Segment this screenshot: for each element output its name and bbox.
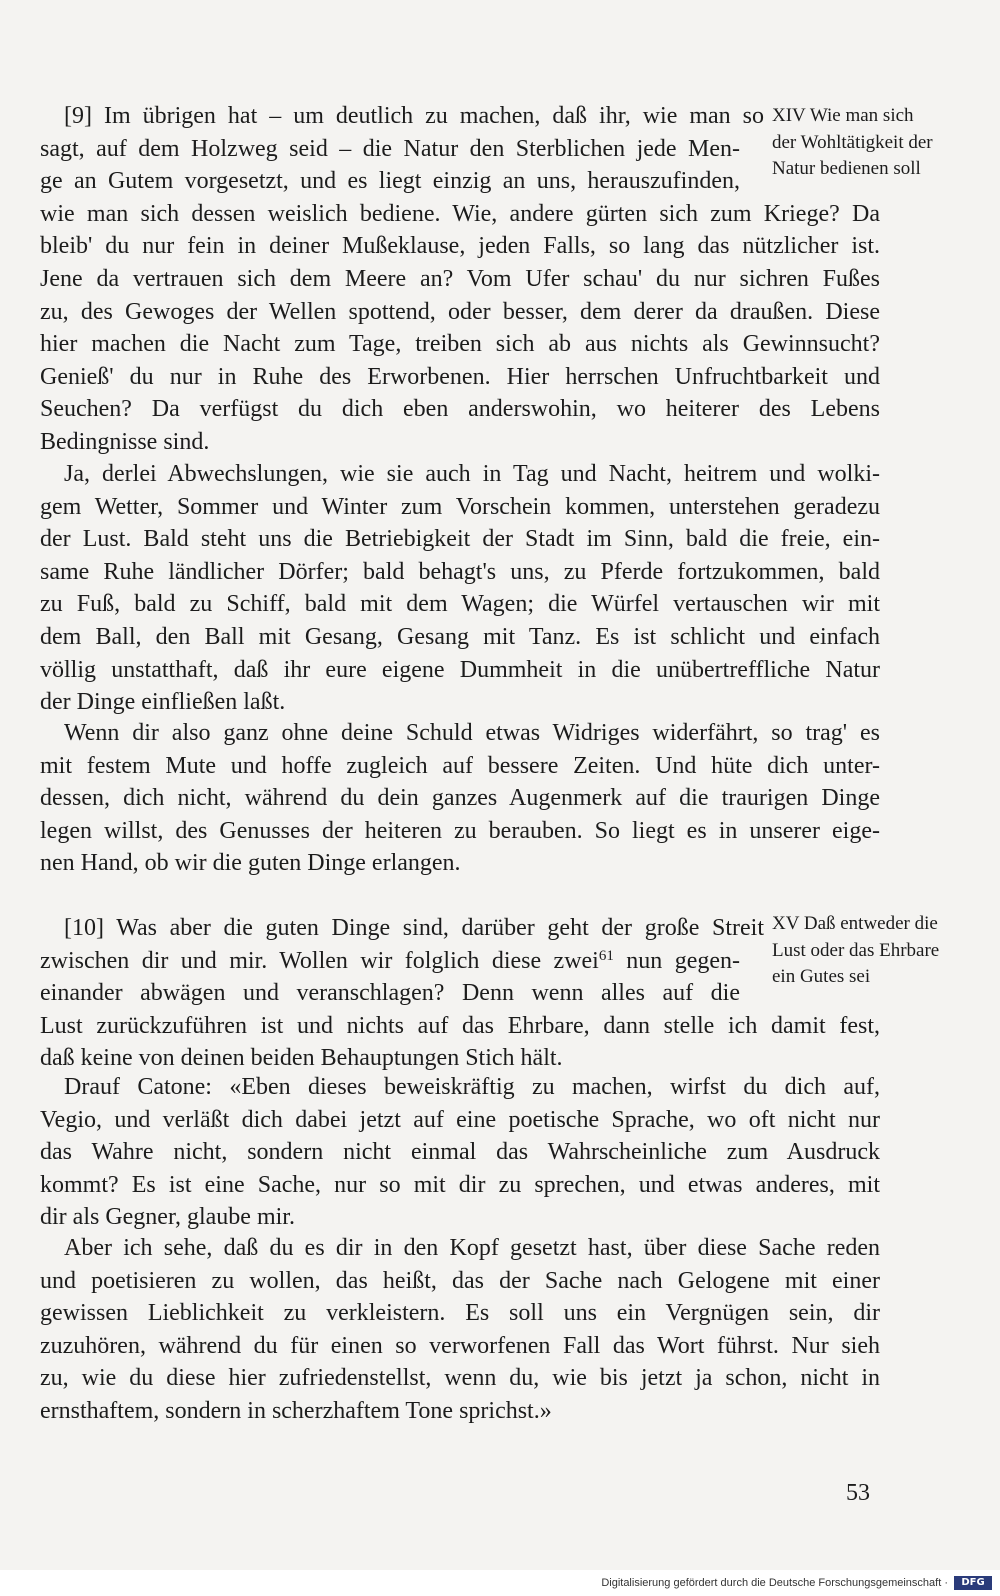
text-line: gewissen Lieblichkeit zu verkleistern. Es soll uns ein Vergnügen sein, dir <box>40 1300 880 1327</box>
text-line: der Dinge einfließen laßt. <box>40 689 286 716</box>
text-fragment: zwischen dir und mir. Wollen wir folglich diese zwei <box>40 947 599 974</box>
text-line: Genieß' du nur in Ruhe des Erworbenen. Hier herrschen Unfruchtbarkeit und <box>40 363 880 390</box>
marginal-line: Natur bedienen soll <box>772 158 921 179</box>
text-line: Wenn dir also ganz ohne deine Schuld etwas Widriges widerfährt, so trag' es <box>64 720 880 746</box>
marginal-line: ein Gutes sei <box>772 966 871 987</box>
text-line: zu, wie du diese hier zufriedenstellst, wenn du, wie bis jetzt ja schon, nicht in <box>40 1365 880 1392</box>
text-line: kommt? Es ist eine Sache, nur so mit dir zu sprechen, und etwas anderes, mit <box>40 1171 880 1198</box>
text-line: Bedingnisse sind. <box>40 428 210 455</box>
text-line: zuzuhören, während du für einen so verworfenen Fall das Wort führst. Nur sieh <box>40 1332 880 1359</box>
text-line: dem Ball, den Ball mit Gesang, Gesang mit Tanz. Es ist schlicht und einfach <box>40 623 880 650</box>
marginal-note-xiv <box>772 103 982 183</box>
text-line: Aber ich sehe, daß du es dir in den Kopf gesetzt hast, über diese Sache reden <box>64 1235 880 1261</box>
text-line: völlig unstatthaft, daß ihr eure eigene Dummheit in die unübertreffliche Natur <box>40 656 880 683</box>
section-10-paragraph <box>40 912 880 1075</box>
text-line: gem Wetter, Sommer und Winter zum Vorschein kommen, unterstehen geradezu <box>40 493 880 520</box>
paragraph-abwechslungen <box>40 458 880 719</box>
text-line: Ja, derlei Abwechslungen, wie sie auch in Tag und Nacht, heitrem und wolki- <box>64 461 880 487</box>
text-line: Seuchen? Da verfügst du dich eben anderswohin, wo heiterer des Lebens <box>40 396 880 423</box>
text-line: [9] Im übrigen hat – um deutlich zu machen, daß ihr, wie man so <box>64 103 764 129</box>
text-line: Jene da vertrauen sich dem Meere an? Vom Ufer schau' du nur sichren Fußes <box>40 265 880 292</box>
text-line: Lust zurückzuführen ist und nichts auf das Ehrbare, dann stelle ich damit fest, <box>40 1012 880 1039</box>
paragraph-catone <box>40 1071 880 1234</box>
text-line: und poetisieren zu wollen, das heißt, das der Sache nach Gelogene mit einer <box>40 1267 880 1294</box>
text-line: ge an Gutem vorgesetzt, und es liegt einzig an uns, herauszufinden, <box>40 168 740 195</box>
footnote-reference: 61 <box>598 947 614 964</box>
marginal-line: XV Daß entweder die <box>772 913 938 934</box>
text-line: sagt, auf dem Holzweg seid – die Natur den Sterblichen jede Men- <box>40 135 740 162</box>
text-line: der Lust. Bald steht uns die Betriebigkeit der Stadt im Sinn, bald die freie, ein- <box>40 526 880 553</box>
text-line: ernsthaftem, sondern in scherzhaftem Tone sprichst.» <box>40 1397 552 1424</box>
text-line: [10] Was aber die guten Dinge sind, darüber geht der große Streit <box>64 915 764 941</box>
text-line: Vegio, und verläßt dich dabei jetzt auf eine poetische Sprache, wo oft nicht nur <box>40 1106 880 1133</box>
text-line: Drauf Catone: «Eben dieses beweiskräftig zu machen, wirfst du dich auf, <box>64 1074 880 1100</box>
page-number: 53 <box>846 1480 870 1506</box>
digitization-footer <box>0 1570 1000 1596</box>
marginal-line: Lust oder das Ehrbare <box>772 939 940 961</box>
text-line: bleib' du nur fein in deiner Mußeklause, jeden Falls, so lang das nützlicher ist. <box>40 233 880 260</box>
text-line: same Ruhe ländlicher Dörfer; bald behagt's uns, zu Pferde fortzukommen, bald <box>40 558 880 585</box>
text-line: nen Hand, ob wir die guten Dinge erlangen. <box>40 850 461 877</box>
text-line: hier machen die Nacht zum Tage, treiben sich ab aus nichts als Gewinnsucht? <box>40 331 880 358</box>
text-line: zu, des Gewoges der Wellen spottend, oder besser, dem derer da draußen. Diese <box>40 298 880 325</box>
text-line: das Wahre nicht, sondern nicht einmal das Wahrscheinliche zum Ausdruck <box>40 1139 880 1166</box>
text-line <box>40 945 740 978</box>
text-line: einander abwägen und veranschlagen? Denn wenn alles auf die <box>40 980 740 1007</box>
marginal-line: XIV Wie man sich <box>772 105 914 126</box>
paragraph-poetisieren <box>40 1232 880 1428</box>
marginal-note-xv <box>772 911 982 991</box>
funding-notice: Digitalisierung gefördert durch die Deutsche Forschungsgemeinschaft · <box>601 1577 948 1589</box>
text-line: daß keine von deinen beiden Behauptungen Stich hält. <box>40 1045 563 1072</box>
marginal-line: der Wohltätigkeit der <box>772 131 933 153</box>
text-line: zu Fuß, bald zu Schiff, bald mit dem Wagen; die Würfel vertauschen wir mit <box>40 591 880 618</box>
text-line: dir als Gegner, glaube mir. <box>40 1204 295 1231</box>
paragraph-widriges <box>40 717 880 880</box>
text-line: legen willst, des Genusses der heiteren zu berauben. So liegt es in unserer eige- <box>40 817 880 844</box>
dfg-logo: DFG <box>954 1576 992 1590</box>
text-line: mit festem Mute und hoffe zugleich auf bessere Zeiten. Und hüte dich unter- <box>40 752 880 779</box>
text-line: wie man sich dessen weislich bediene. Wie, andere gürten sich zum Kriege? Da <box>40 200 880 227</box>
text-fragment: nun gegen- <box>613 947 740 974</box>
section-9-paragraph <box>40 100 880 459</box>
text-line: dessen, dich nicht, während du dein ganzes Augenmerk auf die traurigen Dinge <box>40 785 880 812</box>
